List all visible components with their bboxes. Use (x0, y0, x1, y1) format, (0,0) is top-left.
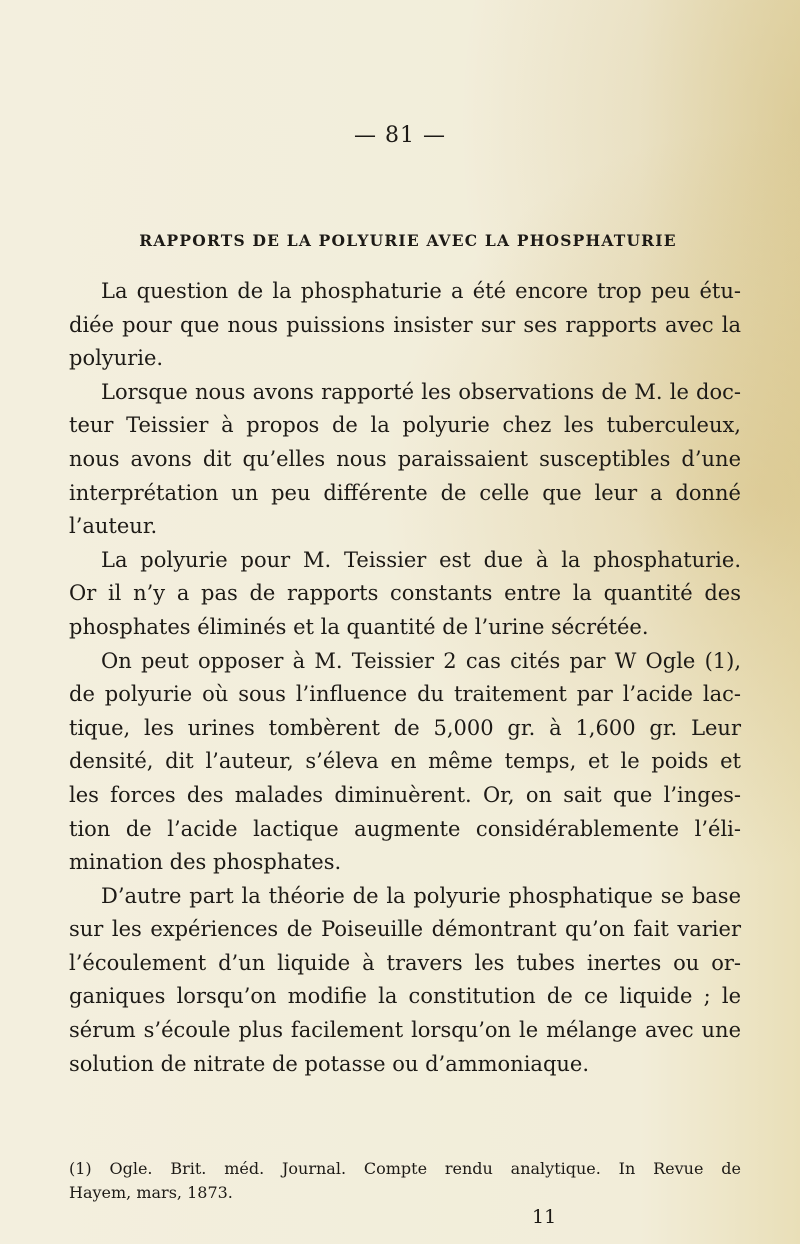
text-line: l’écoulement d’un liquide à travers les tubes inertes ou or- (69, 950, 741, 975)
footnote-line: (1) Ogle. Brit. méd. Journal. Compte rendu analytique. In Revue de (69, 1159, 741, 1178)
text-line: D’autre part la théorie de la polyurie phosphatique se base (101, 883, 741, 908)
text-line: les forces des malades diminuèrent. Or, on sait que l’inges- (69, 782, 741, 807)
text-line: diée pour que nous puissions insister sur ses rapports avec la (69, 312, 741, 337)
text-line: La question de la phosphaturie a été encore trop peu étu- (101, 279, 741, 303)
body-text (69, 275, 741, 1081)
text-line: teur Teissier à propos de la polyurie chez les tuberculeux, (69, 413, 741, 438)
text-line: solution de nitrate de potasse ou d’ammoniaque. (69, 1051, 590, 1076)
text-line: de polyurie où sous l’influence du traitement par l’acide lac- (69, 682, 741, 707)
text-line: On peut opposer à M. Teissier 2 cas cités par W Ogle (1), (101, 648, 741, 673)
page-number: — 81 — (354, 123, 446, 148)
text-line: interprétation un peu différente de celle que leur a donné (69, 480, 741, 505)
text-line: ganiques lorsqu’on modifie la constitution de ce liquide ; le (69, 984, 741, 1009)
text-line: phosphates éliminés et la quantité de l’urine sécrétée. (69, 614, 649, 639)
text-line: La polyurie pour M. Teissier est due à la phosphaturie. (101, 547, 741, 572)
text-line: Or il n’y a pas de rapports constants entre la quantité des (69, 581, 741, 606)
text-line: Lorsque nous avons rapporté les observations de M. le doc- (101, 379, 741, 404)
signature-mark: 11 (532, 1206, 557, 1228)
text-line: sérum s’écoule plus facilement lorsqu’on le mélange avec une (69, 1018, 741, 1043)
footnote (69, 1157, 741, 1205)
chapter-heading: RAPPORTS DE LA POLYURIE AVEC LA PHOSPHATURIE (139, 231, 677, 250)
footnote-line: Hayem, mars, 1873. (69, 1183, 233, 1202)
text-line: nous avons dit qu’elles nous paraissaient susceptibles d’une (69, 446, 741, 471)
text-line: tion de l’acide lactique augmente considérablemente l’éli- (69, 816, 741, 841)
text-line: polyurie. (69, 346, 164, 371)
text-line: l’auteur. (69, 514, 158, 539)
text-line: mination des phosphates. (69, 850, 342, 875)
text-line: tique, les urines tombèrent de 5,000 gr. à 1,600 gr. Leur (69, 715, 741, 740)
text-line: densité, dit l’auteur, s’éleva en même temps, et le poids et (69, 749, 741, 774)
text-line: sur les expériences de Poiseuille démontrant qu’on fait varier (69, 917, 741, 942)
